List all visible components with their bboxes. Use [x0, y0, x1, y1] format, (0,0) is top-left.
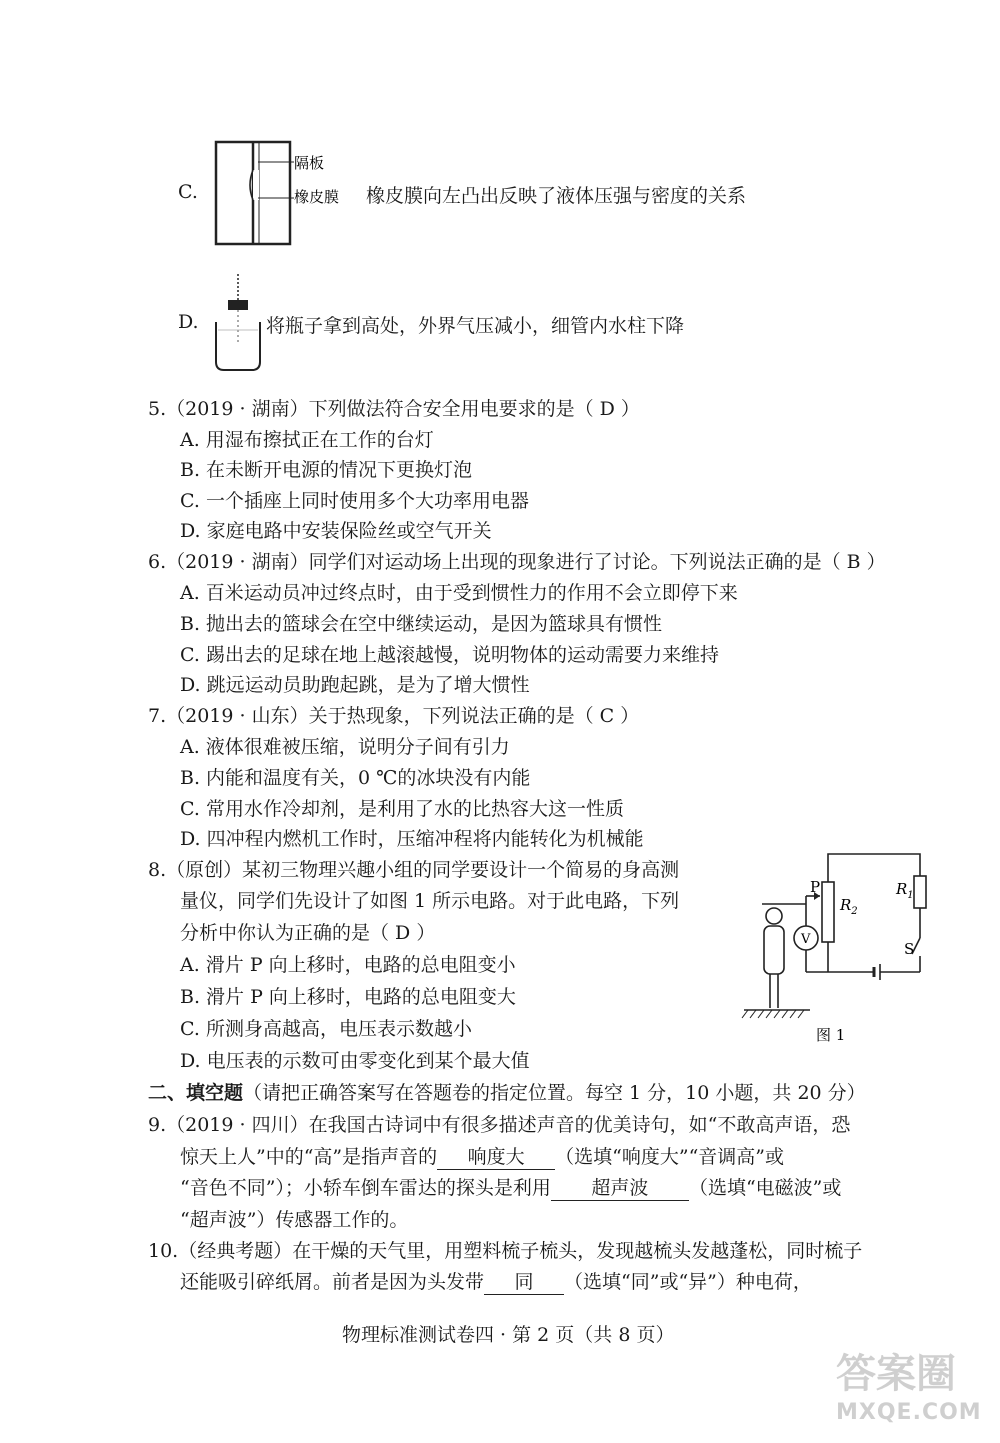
q10-line2 [180, 1267, 812, 1295]
r1-resistor [914, 876, 926, 908]
option-d-letter: D. [178, 311, 199, 333]
option-c-text: 橡皮膜向左凸出反映了液体压强与密度的关系 [366, 185, 747, 207]
option-c-letter: C. [178, 181, 198, 203]
q7-stem: 7.（2019 · 山东）关于热现象，下列说法正确的是（ C ） [148, 705, 640, 727]
q8-option-c: C. 所测身高越高，电压表示数越小 [180, 1018, 472, 1040]
section-heading-row [148, 1078, 866, 1105]
q7-option-b: B. 内能和温度有关，0 ℃的冰块没有内能 [180, 767, 531, 789]
section-note: （请把正确答案写在答题卷的指定位置。每空 1 分，10 小题，共 20 分） [243, 1082, 866, 1104]
svg-text:R2 [839, 896, 858, 917]
bottle-tube-figure [210, 270, 266, 374]
q5-stem: 5.（2019 · 湖南）下列做法符合安全用电要求的是（ D ） [148, 398, 640, 420]
r1-subscript: 1 [907, 890, 914, 901]
q8-stem-line3: 分析中你认为正确的是（ D ） [180, 922, 436, 944]
section-title: 二、填空题 [148, 1082, 244, 1104]
svg-text:R1 [895, 880, 914, 901]
q6-option-c: C. 踢出去的足球在地上越滚越慢，说明物体的运动需要力来维持 [180, 644, 719, 666]
slider-label-p: P [810, 878, 821, 896]
q8-option-b: B. 滑片 P 向上移时，电路的总电阻变大 [180, 986, 516, 1008]
q8-option-a: A. 滑片 P 向上移时，电路的总电阻变小 [180, 954, 516, 976]
r1-label: R [896, 880, 908, 898]
q10-line2-pre: 还能吸引碎纸屑。前者是因为头发带 [180, 1271, 485, 1293]
q6-stem: 6.（2019 · 湖南）同学们对运动场上出现的现象进行了讨论。下列说法正确的是（ B ） [148, 551, 886, 573]
watermark-logo: 答案圈 [836, 1351, 956, 1397]
page-footer: 物理标准测试卷四 · 第 2 页（共 8 页） [342, 1324, 675, 1346]
q9-line3 [180, 1173, 841, 1201]
option-d-text: 将瓶子拿到高处，外界气压减小，细管内水柱下降 [266, 315, 685, 337]
q9-line2 [180, 1142, 784, 1170]
q9-answer-1: 响度大 [437, 1142, 555, 1170]
q6-option-b: B. 抛出去的篮球会在空中继续运动，是因为篮球具有惯性 [180, 613, 663, 635]
q9-line3-post: （选填“电磁波”或 [688, 1177, 842, 1199]
q5-option-c: C. 一个插座上同时使用多个大功率用电器 [180, 490, 529, 512]
q7-option-c: C. 常用水作冷却剂，是利用了水的比热容大这一性质 [180, 798, 624, 820]
watermark [836, 1348, 986, 1436]
r2-subscript: 2 [851, 906, 858, 917]
q7-option-d: D. 四冲程内燃机工作时，压缩冲程将内能转化为机械能 [180, 828, 644, 850]
q9-answer-2: 超声波 [551, 1173, 689, 1201]
q5-option-a: A. 用湿布擦拭正在工作的台灯 [180, 429, 434, 451]
q10-line1: 10.（经典考题）在干燥的天气里，用塑料梳子梳头，发现越梳头发越蓬松，同时梳子 [148, 1240, 863, 1262]
q10-answer-1: 同 [484, 1267, 564, 1295]
q9-line2-pre: 惊天上人”中的“高”是指声音的 [180, 1146, 438, 1168]
voltmeter-label: V [801, 932, 811, 947]
watermark-url: MXQE.COM [836, 1400, 982, 1425]
switch-label: S [904, 940, 915, 958]
q5-option-b: B. 在未断开电源的情况下更换灯泡 [180, 459, 473, 481]
figure-caption: 图 1 [816, 1026, 846, 1044]
membrane-label: 橡皮膜 [294, 188, 340, 206]
q8-stem-line2: 量仪，同学们先设计了如图 1 所示电路。对于此电路，下列 [180, 890, 680, 912]
q9-line1: 9.（2019 · 四川）在我国古诗词中有很多描述声音的优美诗句，如“不敢高声语，恐 [148, 1114, 851, 1136]
partition-container-figure [214, 140, 354, 248]
q5-option-d: D. 家庭电路中安装保险丝或空气开关 [180, 520, 492, 542]
r2-label: R [840, 896, 852, 914]
q6-option-a: A. 百米运动员冲过终点时，由于受到惯性力的作用不会立即停下来 [180, 582, 738, 604]
q9-line3-pre: “音色不同”）；小轿车倒车雷达的探头是利用 [180, 1177, 551, 1199]
q7-option-a: A. 液体很难被压缩，说明分子间有引力 [180, 736, 510, 758]
q8-option-d: D. 电压表的示数可由零变化到某个最大值 [180, 1050, 530, 1072]
circuit-figure [740, 846, 950, 1050]
q9-line4: “超声波”）传感器工作的。 [180, 1209, 409, 1231]
q9-line2-post: （选填“响度大”“音调高”或 [555, 1146, 785, 1168]
q10-line2-post: （选填“同”或“异”）种电荷， [564, 1271, 812, 1293]
partition-label: 隔板 [294, 154, 325, 172]
q6-option-d: D. 跳远运动员助跑起跳，是为了增大惯性 [180, 674, 530, 696]
q8-stem-line1: 8.（原创）某初三物理兴趣小组的同学要设计一个简易的身高测 [148, 859, 680, 881]
